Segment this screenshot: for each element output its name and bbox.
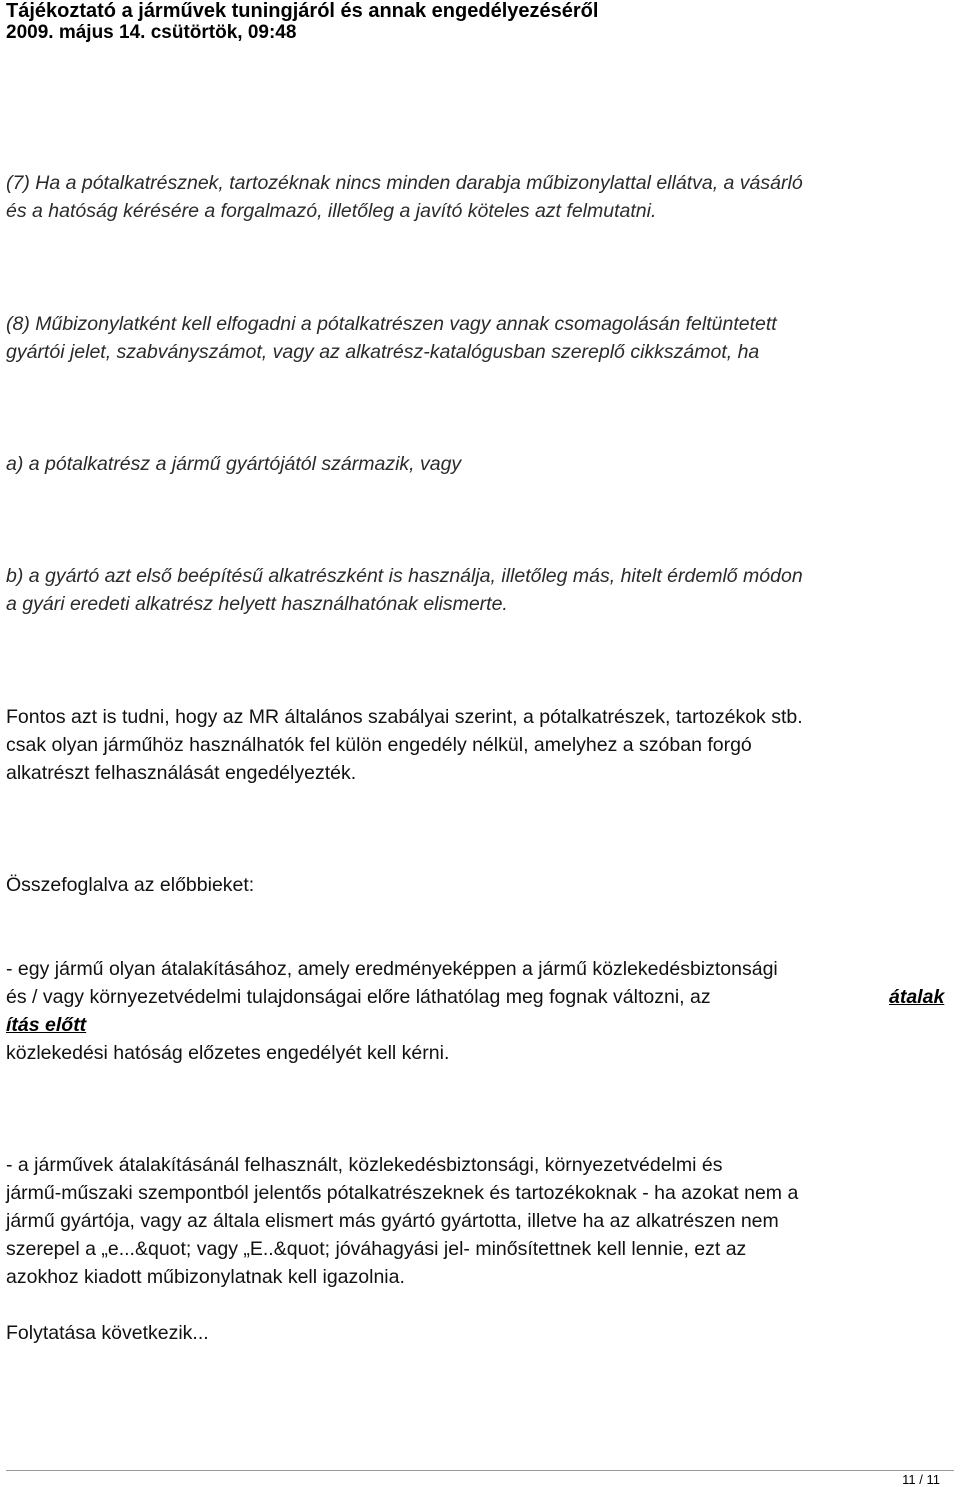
- continuation-note: Folytatása következik...: [6, 1322, 209, 1344]
- paragraph-fontos-line-2: csak olyan járműhöz használhatók fel külön engedély nélkül, amelyhez a szóban forgó: [6, 734, 752, 756]
- paragraph-b-line-1: b) a gyártó azt első beépítésű alkatrészként is használja, illetőleg más, hitelt érdemlő módon: [6, 565, 803, 587]
- document-date: 2009. május 14. csütörtök, 09:48: [6, 22, 297, 43]
- paragraph-a: a) a pótalkatrész a jármű gyártójától származik, vagy: [6, 453, 462, 475]
- document-title: Tájékoztató a járművek tuningjáról és annak engedélyezéséről: [6, 0, 599, 22]
- paragraph-8-line-2: gyártói jelet, szabványszámot, vagy az alkatrész-katalógusban szereplő cikkszámot, ha: [6, 341, 760, 363]
- summary-item-2-line-2: jármű-műszaki szempontból jelentős pótalkatrészeknek és tartozékoknak - ha azokat nem a: [6, 1182, 799, 1204]
- summary-item-2-line-3: jármű gyártója, vagy az általa elismert más gyártó gyártotta, illetve ha az alkatrészen nem: [6, 1210, 779, 1232]
- paragraph-fontos-line-3: alkatrészt felhasználását engedélyezték.: [6, 762, 357, 784]
- paragraph-b-line-2: a gyári eredeti alkatrész helyett használhatónak elismerte.: [6, 593, 508, 615]
- paragraph-7-line-2: és a hatóság kérésére a forgalmazó, illetőleg a javító köteles azt felmutatni.: [6, 200, 657, 222]
- page-number: 11 / 11: [902, 1472, 940, 1487]
- paragraph-7-line-1: (7) Ha a pótalkatrésznek, tartozéknak nincs minden darabja műbizonylattal ellátva, a vásárló: [6, 172, 803, 194]
- summary-item-1-line-1: - egy jármű olyan átalakításához, amely eredményeképpen a jármű közlekedésbiztonsági: [6, 958, 778, 980]
- paragraph-8-line-1: (8) Műbizonylatként kell elfogadni a pótalkatrészen vagy annak csomagolásán feltüntetett: [6, 313, 777, 335]
- summary-item-2-line-5: azokhoz kiadott műbizonylatnak kell igazolnia.: [6, 1266, 405, 1288]
- summary-item-1-line-2: és / vagy környezetvédelmi tulajdonságai előre láthatólag meg fognak változni, az: [6, 986, 711, 1008]
- summary-item-1-underlined-part-1: átalak: [889, 986, 945, 1008]
- summary-item-1-line-4: közlekedési hatóság előzetes engedélyét kell kérni.: [6, 1042, 450, 1064]
- footer-divider: [6, 1470, 954, 1471]
- summary-heading: Összefoglalva az előbbieket:: [6, 874, 255, 896]
- paragraph-fontos-line-1: Fontos azt is tudni, hogy az MR általános szabályai szerint, a pótalkatrészek, tartozékok stb.: [6, 706, 803, 728]
- summary-item-1-underlined-part-2: ítás előtt: [6, 1014, 87, 1036]
- summary-item-2-line-1: - a járművek átalakításánál felhasznált, közlekedésbiztonsági, környezetvédelmi és: [6, 1154, 723, 1176]
- summary-item-2-line-4: szerepel a „e...&quot; vagy „E..&quot; jóváhagyási jel- minősítettnek kell lennie, ezt az: [6, 1238, 747, 1260]
